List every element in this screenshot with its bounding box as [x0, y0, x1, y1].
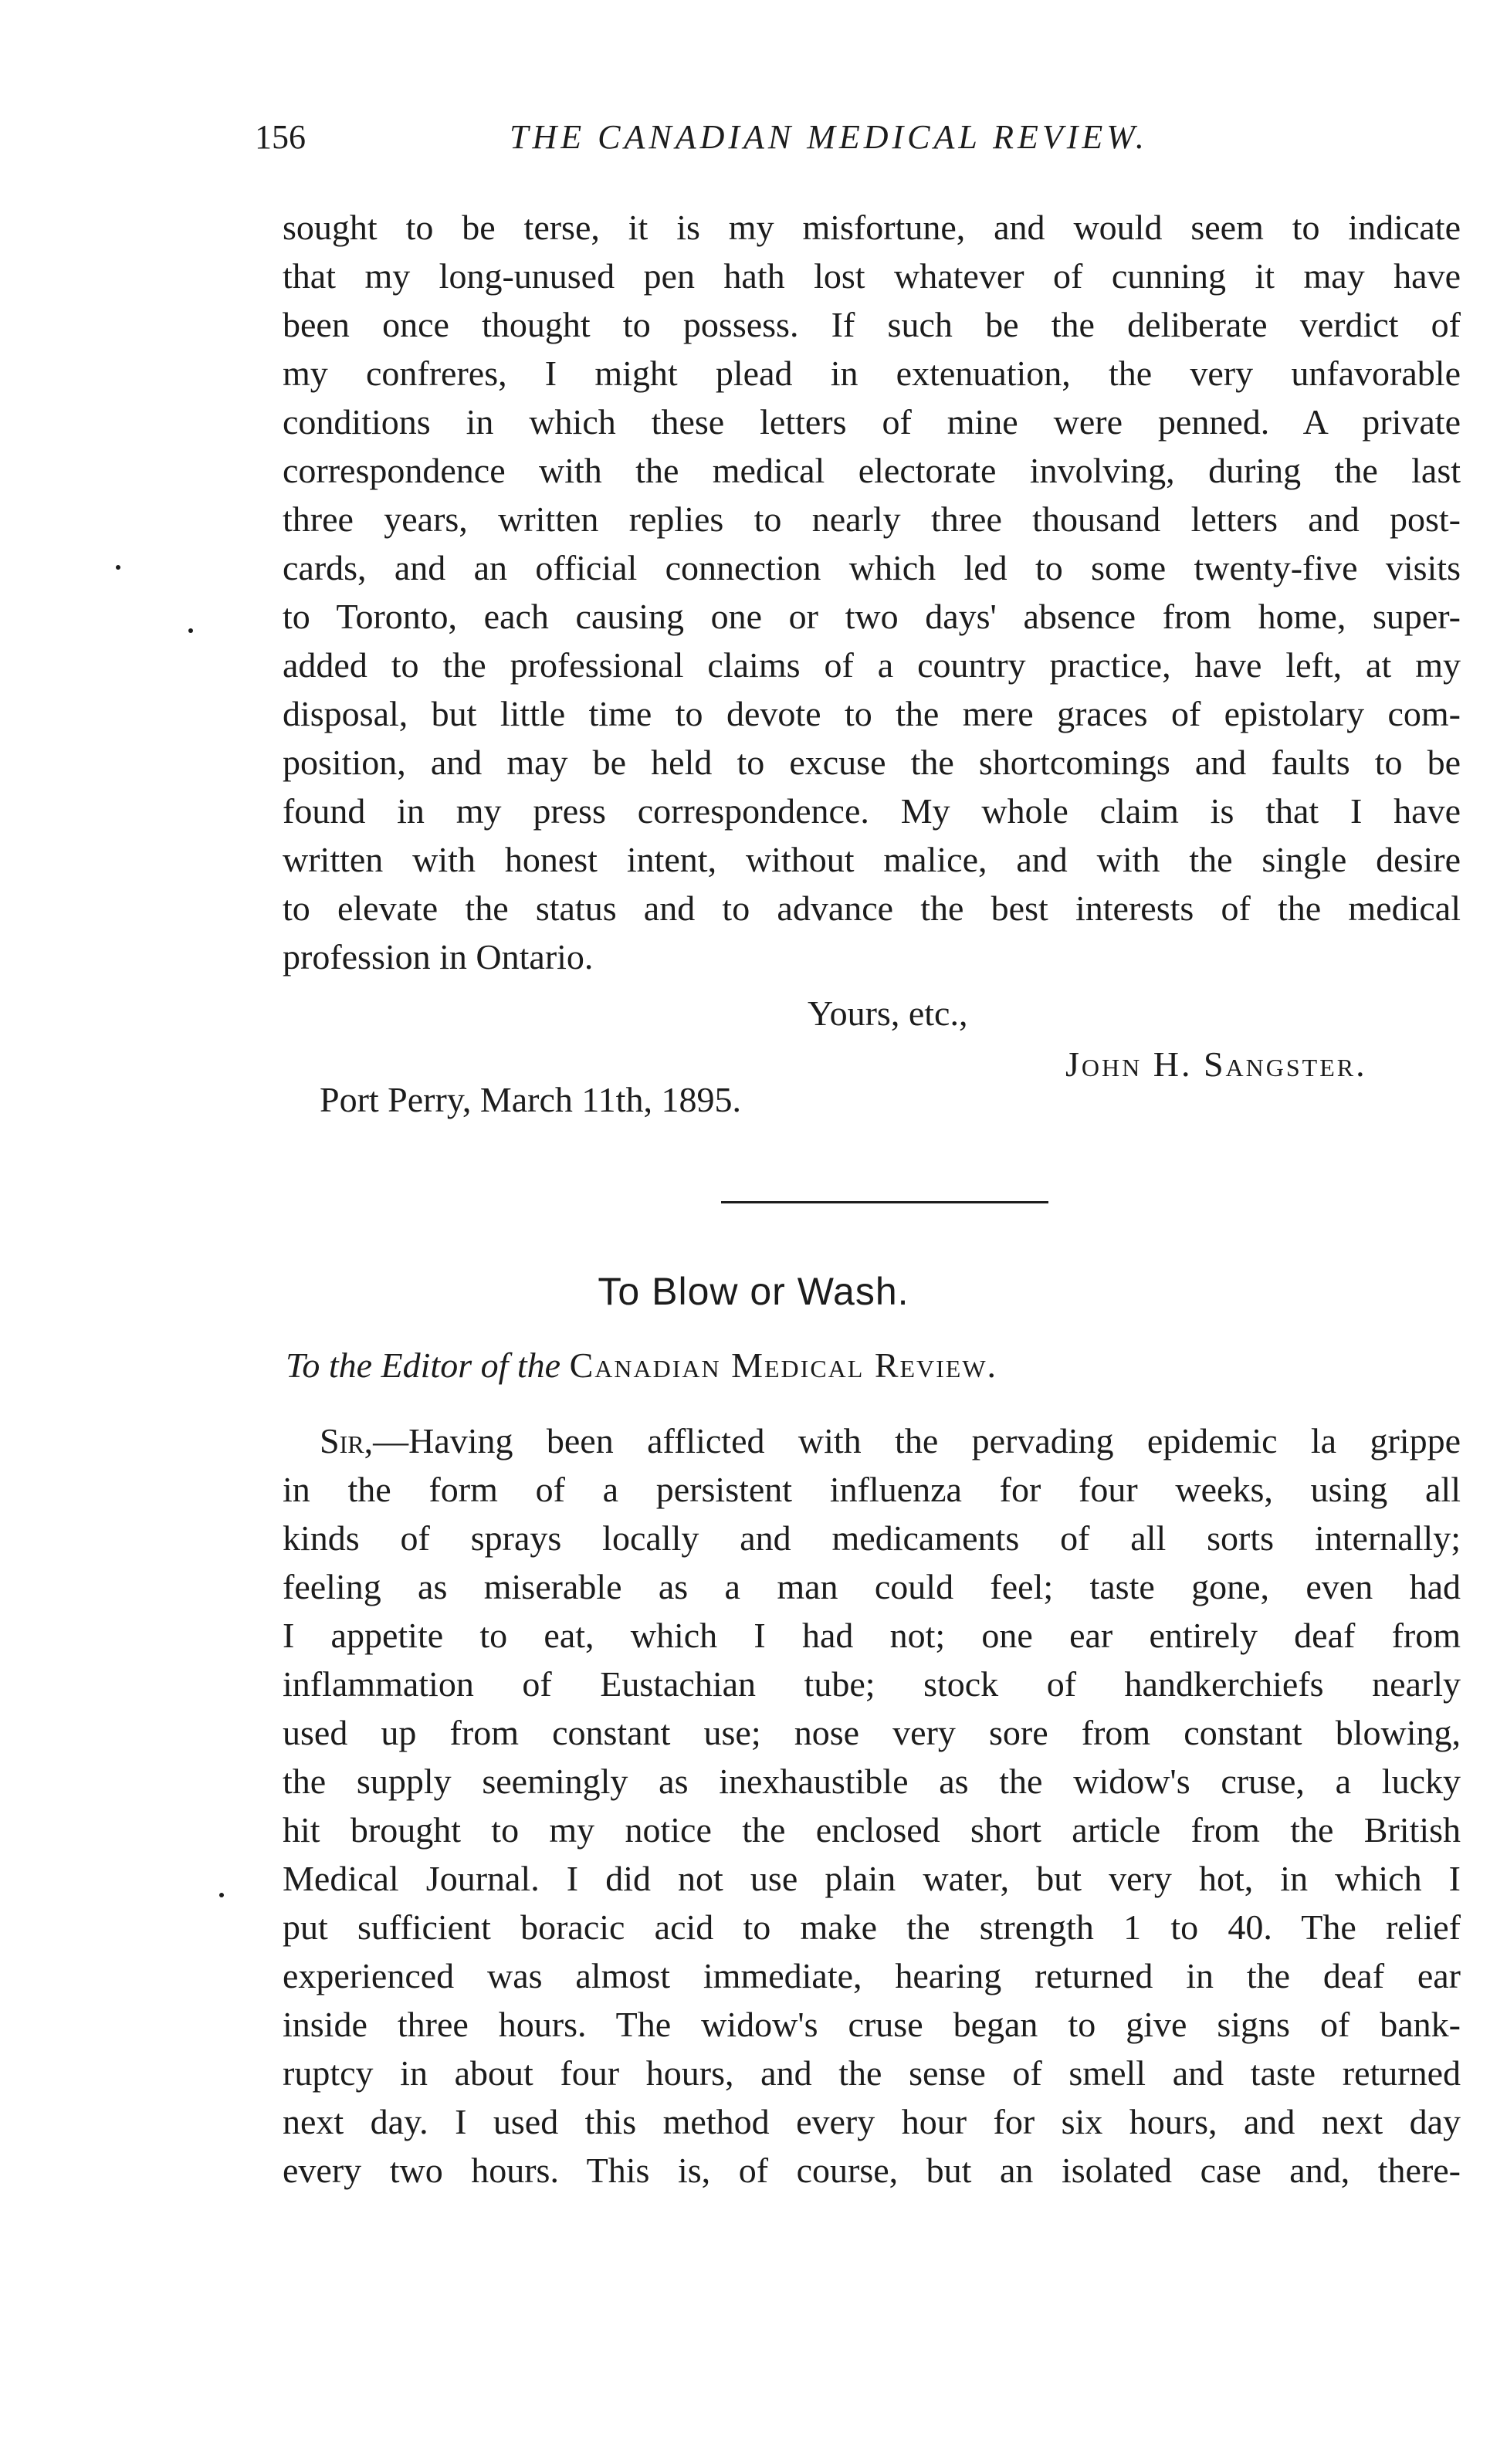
article-line: inflammation of Eustachian tube; stock of handkerchiefs nearly — [283, 1664, 1461, 1704]
article-line: I appetite to eat, which I had not; one ear entirely deaf from — [283, 1616, 1461, 1655]
running-head — [255, 117, 1413, 171]
article-line: experienced was almost immediate, hearing returned in the deaf ear — [283, 1956, 1461, 1995]
article-line: the supply seemingly as inexhaustible as the widow's cruse, a lucky — [283, 1762, 1461, 1801]
letter-line: sought to be terse, it is my misfortune, and would seem to indicate — [283, 208, 1461, 247]
article-line: Medical Journal. I did not use plain water, but very hot, in which I — [283, 1859, 1461, 1898]
letter-line: conditions in which these letters of mine were penned. A private — [283, 402, 1461, 442]
article-first-line — [320, 1417, 1461, 1465]
margin-dot-mark — [116, 565, 120, 570]
article-line: hit brought to my notice the enclosed short article from the British — [283, 1810, 1461, 1850]
address-italic: To the Editor of the — [286, 1345, 561, 1385]
article-line: every two hours. This is, of course, but an isolated case and, there- — [283, 2151, 1461, 2190]
letter-line: profession in Ontario. — [283, 937, 594, 976]
letter-line: three years, written replies to nearly three thousand letters and post- — [283, 499, 1461, 539]
letter-line: to Toronto, each causing one or two days' absence from home, super- — [283, 597, 1461, 636]
letter-line: position, and may be held to excuse the shortcomings and faults to be — [283, 743, 1461, 782]
letter-line: written with honest intent, without malice, and with the single desire — [283, 840, 1461, 879]
article-line: inside three hours. The widow's cruse began to give signs of bank- — [283, 2005, 1461, 2044]
letter-line: cards, and an official connection which led to some twenty-five visits — [283, 548, 1461, 587]
letter-dateline: Port Perry, March 11th, 1895. — [320, 1080, 741, 1119]
article-line: —Having been afflicted with the pervading epidemic la grippe — [373, 1421, 1461, 1460]
margin-dot-mark — [219, 1893, 224, 1897]
letter-line: my confreres, I might plead in extenuation, the very unfavorable — [283, 354, 1461, 393]
address-journal: Canadian Medical Review. — [569, 1345, 998, 1385]
journal-title: THE CANADIAN MEDICAL REVIEW. — [510, 118, 1148, 156]
article-line: next day. I used this method every hour for six hours, and next day — [283, 2102, 1461, 2141]
article-line: used up from constant use; nose very sore from constant blowing, — [283, 1713, 1461, 1752]
page-number: 156 — [255, 118, 306, 156]
letter-line: that my long-unused pen hath lost whatever of cunning it may have — [283, 256, 1461, 296]
article-line: feeling as miserable as a man could feel; taste gone, even had — [283, 1567, 1461, 1606]
letter-line: added to the professional claims of a country practice, have left, at my — [283, 645, 1461, 685]
editor-address — [286, 1345, 997, 1386]
article-line: kinds of sprays locally and medicaments of all sorts internally; — [283, 1518, 1461, 1558]
article-line: in the form of a persistent influenza for four weeks, using all — [283, 1470, 1461, 1509]
section-divider — [721, 1201, 1048, 1203]
letter-closing: Yours, etc., — [808, 993, 968, 1033]
letter-line: disposal, but little time to devote to the mere graces of epistolary com- — [283, 694, 1461, 733]
letter-signature: John H. Sangster. — [1065, 1044, 1367, 1084]
margin-dot-mark — [188, 628, 193, 633]
letter-line: to elevate the status and to advance the best interests of the medical — [283, 888, 1461, 928]
salutation: Sir, — [320, 1421, 374, 1460]
article-line: ruptcy in about four hours, and the sense of smell and taste returned — [283, 2053, 1461, 2093]
letter-line: been once thought to possess. If such be the deliberate verdict of — [283, 305, 1461, 344]
letter-line: found in my press correspondence. My whole claim is that I have — [283, 791, 1461, 831]
article-line: put sufficient boracic acid to make the strength 1 to 40. The relief — [283, 1907, 1461, 1947]
letter-line: correspondence with the medical electorate involving, during the last — [283, 451, 1461, 490]
article-title: To Blow or Wash. — [598, 1270, 909, 1313]
